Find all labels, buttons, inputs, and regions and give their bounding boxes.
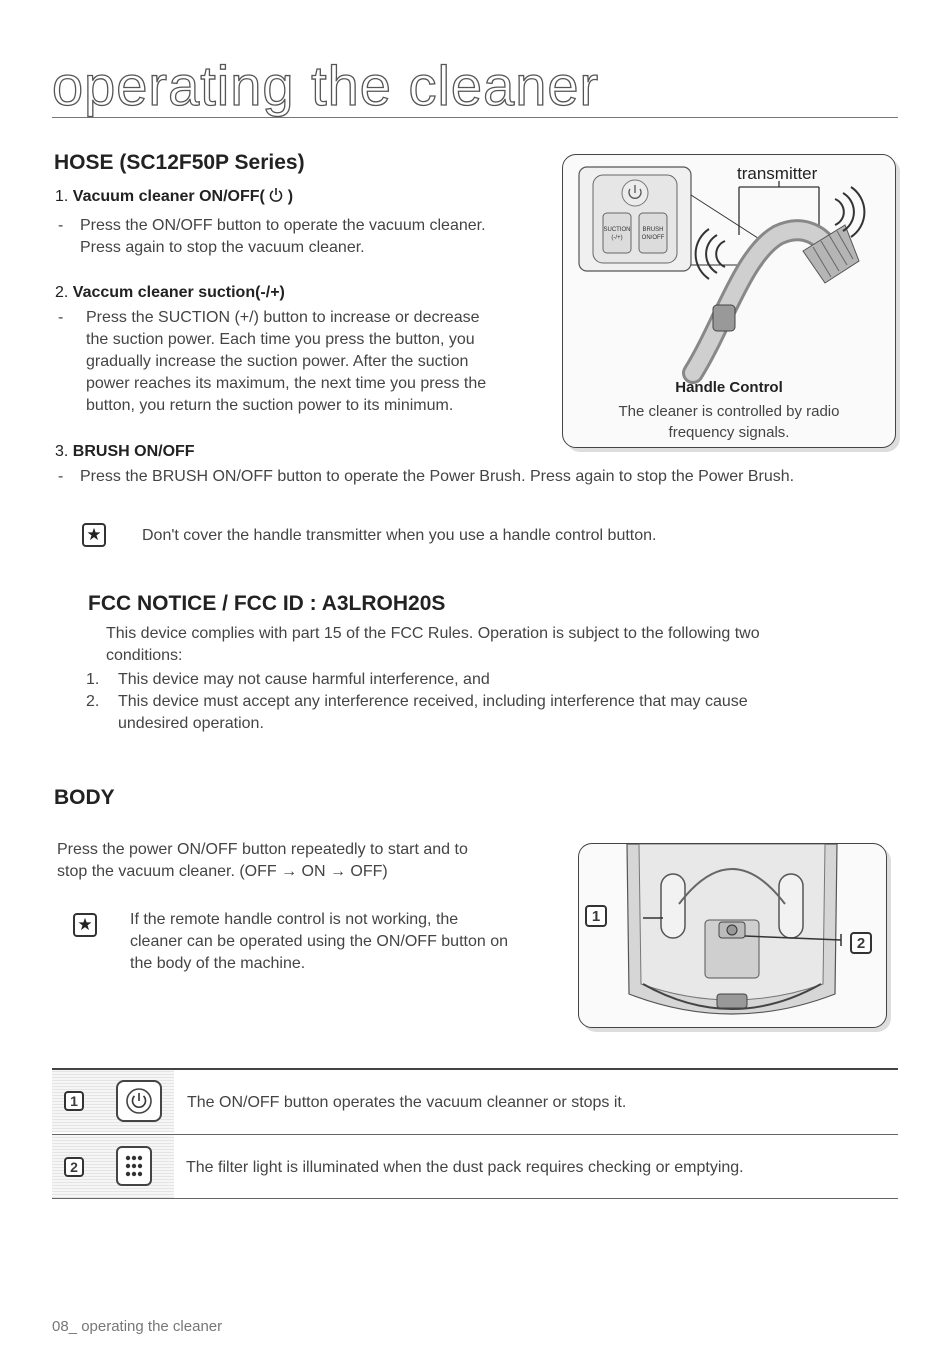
fcc-list-item xyxy=(86,691,886,735)
table-row-text: The ON/OFF button operates the vacuum cleanner or stops it. xyxy=(187,1094,627,1111)
caption-line: The cleaner is controlled by radio xyxy=(618,403,840,420)
fcc-intro xyxy=(106,623,886,667)
hose-item3-num: 3. xyxy=(55,443,69,460)
hose-item3-title: BRUSH ON/OFF xyxy=(72,443,195,460)
hose-item2-heading xyxy=(55,284,285,302)
body-note-line: cleaner can be operated using the ON/OFF button on xyxy=(130,933,509,950)
transmitter-label: transmitter xyxy=(737,164,818,183)
fcc-list-item xyxy=(86,669,886,691)
power-symbol-icon xyxy=(269,187,283,208)
power-icon xyxy=(116,1080,162,1122)
body-desc xyxy=(57,839,557,883)
hose-heading: HOSE (SC12F50P Series) xyxy=(54,151,305,174)
hose-item1-line: Press again to stop the vacuum cleaner. xyxy=(80,239,365,256)
brush-button-sub: ON/OFF xyxy=(641,235,665,241)
hose-item1-line: Press the ON/OFF button to operate the vacuum cleaner. xyxy=(80,217,486,234)
note-star-icon: ★ xyxy=(73,913,97,937)
hose-item1-num: 1. xyxy=(55,188,69,205)
body-desc-line: Press the power ON/OFF button repeatedly to start and to xyxy=(57,841,468,858)
hose-item1-desc: - Press the ON/OFF button to operate the vacuum cleaner. Press again to stop the vacuum cleaner. xyxy=(58,215,538,259)
filter-light-icon xyxy=(116,1146,152,1186)
hose-item2-num: 2. xyxy=(55,284,69,301)
page-footer: 08_ operating the cleaner xyxy=(52,1318,223,1335)
handle-control-caption xyxy=(563,401,895,443)
hose-item2-line: Press the SUCTION (+/) button to increase or decrease xyxy=(86,309,480,326)
body-figure xyxy=(578,843,887,1028)
fcc-list xyxy=(86,669,886,735)
hose-item2-line: button, you return the suction power to its minimum. xyxy=(86,397,454,414)
table-row-text: The filter light is illuminated when the dust pack requires checking or emptying. xyxy=(186,1159,744,1176)
body-callout-2: 2 xyxy=(850,932,872,954)
fcc-item-line: undesired operation. xyxy=(118,715,264,732)
caption-line: frequency signals. xyxy=(668,424,790,441)
fcc-item-num: 1. xyxy=(86,671,100,688)
note-star-icon: ★ xyxy=(82,523,106,547)
body-note-line: the body of the machine. xyxy=(130,955,306,972)
title-rule xyxy=(52,117,898,118)
fcc-item-num: 2. xyxy=(86,693,100,710)
hose-item2-line: gradually increase the suction power. After the suction xyxy=(86,353,469,370)
body-callout-1: 1 xyxy=(585,905,607,927)
fcc-intro-line: conditions: xyxy=(106,647,183,664)
handle-control-figure xyxy=(562,154,896,448)
table-row-num: 1 xyxy=(64,1091,84,1111)
hose-item3-desc: - Press the BRUSH ON/OFF button to operate the Power Brush. Press again to stop the Power Brush. xyxy=(58,468,795,485)
body-note xyxy=(130,909,570,975)
fcc-intro-line: This device complies with part 15 of the FCC Rules. Operation is subject to the following two xyxy=(106,625,760,642)
vacuum-body-illustration xyxy=(579,844,886,1027)
fcc-item-line: This device must accept any interference received, including interference that may cause xyxy=(118,693,748,710)
suction-button-sub: (-/+) xyxy=(611,235,623,241)
body-desc-line: stop the vacuum cleaner. (OFF → ON → OFF) xyxy=(57,863,388,880)
hose-item1-heading xyxy=(55,187,293,208)
fcc-item-line: This device may not cause harmful interference, and xyxy=(118,671,490,688)
hose-item1-title: Vacuum cleaner ON/OFF( xyxy=(72,188,265,205)
hose-item1-title-end: ) xyxy=(287,188,294,205)
handle-control-caption-title: Handle Control xyxy=(675,379,783,396)
brush-button-label: BRUSH xyxy=(642,227,664,233)
fcc-heading: FCC NOTICE / FCC ID : A3LROH20S xyxy=(88,592,446,615)
body-note-line: If the remote handle control is not working, the xyxy=(130,911,459,928)
hose-item3-line: Press the BRUSH ON/OFF button to operate the Power Brush. Press again to stop the Power Brush. xyxy=(80,468,795,485)
hose-item2-line: the suction power. Each time you press the button, you xyxy=(86,331,475,348)
hose-item3-heading xyxy=(55,443,195,461)
suction-button-label: SUCTION xyxy=(603,227,631,233)
table-top-rule xyxy=(52,1068,898,1070)
hose-item2-line: power reaches its maximum, the next time you press the xyxy=(86,375,487,392)
hose-item2-desc: - Press the SUCTION (+/) button to increase or decrease the suction power. Each time you press the button, you gradually increase the suction power. After the suction power reaches its maximum, the next time you press the button, you return the suction power to its minimum. xyxy=(58,307,548,417)
body-heading: BODY xyxy=(54,786,115,809)
table-bottom-rule xyxy=(52,1198,898,1199)
table-row-num: 2 xyxy=(64,1157,84,1177)
table-mid-rule xyxy=(52,1134,898,1135)
hose-item2-title: Vaccum cleaner suction(-/+) xyxy=(72,284,285,301)
page-title: operating the cleaner xyxy=(52,54,600,117)
hose-note: Don't cover the handle transmitter when you use a handle control button. xyxy=(142,527,657,544)
